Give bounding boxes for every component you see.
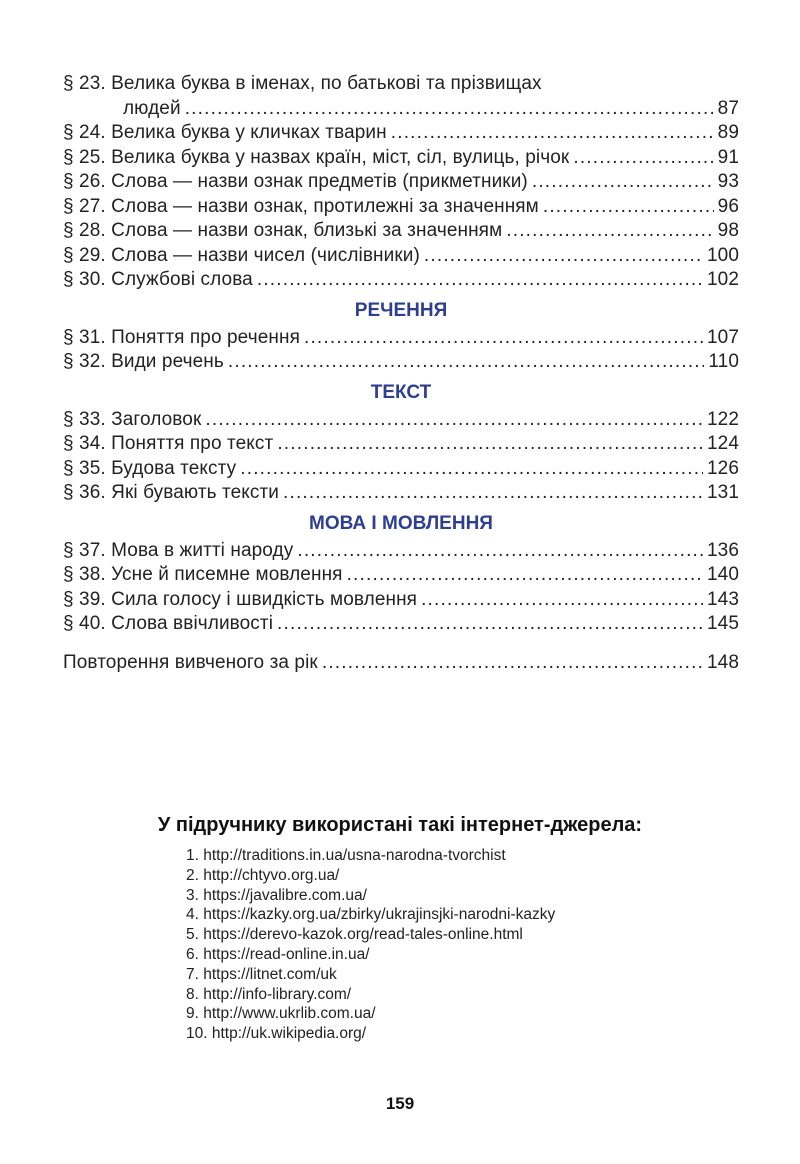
toc-entry-title: § 27. Слова — назви ознак, протилежні за значенням [63, 195, 539, 217]
toc-entry-title: § 35. Будова тексту [63, 457, 237, 479]
toc-entry-title: § 38. Усне й писемне мовлення [63, 564, 343, 585]
dot-leader [185, 97, 714, 122]
section-heading-sentence: РЕЧЕННЯ [354, 299, 448, 321]
toc-entry [63, 457, 739, 482]
toc-entry-title: § 32. Види речень [63, 351, 224, 372]
source-item: 8. http://info-library.com/ [186, 985, 352, 1003]
toc-entry [63, 481, 739, 506]
toc-entry [63, 326, 739, 351]
spacer [63, 637, 739, 651]
toc-page-number: 136 [706, 539, 739, 561]
toc-entry [63, 170, 739, 195]
source-item: 7. https://litnet.com/uk [186, 965, 337, 983]
toc-entry [63, 219, 739, 244]
toc-page-number: 143 [706, 588, 739, 610]
sources-heading: У підручнику використані такі інтернет-джерела: [157, 814, 643, 836]
toc-entry-title: § 24. Велика буква у кличках тварин [63, 122, 387, 143]
toc-page-number: 145 [706, 613, 739, 634]
toc-entry-title: Повторення вивченого за рік [63, 651, 318, 673]
toc-entry-title: § 31. Поняття про речення [63, 326, 300, 348]
toc-entry [63, 432, 739, 457]
toc-entry-title: § 34. Поняття про текст [63, 433, 274, 454]
toc-page-number: 124 [706, 433, 739, 454]
toc-entry [63, 612, 739, 637]
toc-page-number: 89 [717, 122, 739, 143]
toc-page-number: 96 [717, 195, 739, 217]
toc-page-number: 87 [717, 97, 739, 119]
toc-entry-title: § 39. Сила голосу і швидкість мовлення [63, 588, 418, 610]
dot-leader [228, 350, 705, 375]
dot-leader [391, 121, 714, 146]
toc-page-number: 102 [706, 269, 739, 290]
page-number: 159 [385, 1094, 415, 1113]
dot-leader [277, 612, 703, 637]
toc-entry [63, 72, 739, 97]
source-item: 2. http://chtyvo.org.ua/ [186, 866, 340, 884]
toc-entry [63, 268, 739, 293]
source-item: 3. https://javalibre.com.ua/ [186, 886, 367, 904]
toc-entry-title: людей [123, 97, 181, 119]
toc-page-number: 107 [706, 326, 739, 348]
toc-entry-title: § 30. Службові слова [63, 269, 253, 290]
table-of-contents [63, 72, 739, 675]
toc-page-number: 122 [706, 408, 739, 430]
toc-entry [63, 146, 739, 171]
dot-leader [283, 481, 703, 506]
toc-entry-title: § 36. Які бувають тексти [63, 482, 279, 503]
section-heading-language: МОВА І МОВЛЕННЯ [309, 512, 493, 534]
toc-page-number: 98 [717, 220, 739, 241]
toc-entry-title: § 29. Слова — назви чисел (числівники) [63, 244, 420, 266]
dot-leader [277, 432, 703, 457]
toc-page-number: 100 [706, 244, 739, 266]
toc-page-number: 131 [706, 482, 739, 503]
source-item: 4. https://kazky.org.ua/zbirky/ukrajinsjki-narodni-kazky [186, 906, 556, 924]
source-item: 5. https://derevo-kazok.org/read-tales-online.html [186, 926, 523, 944]
section-heading-text: ТЕКСТ [370, 381, 432, 403]
toc-entry-title: § 40. Слова ввічливості [63, 613, 274, 634]
toc-entry-title: § 23. Велика буква в іменах, по батькові та прізвищах [63, 73, 542, 94]
toc-page-number: 140 [706, 564, 739, 585]
dot-leader [304, 326, 703, 351]
dot-leader [297, 539, 703, 564]
toc-entry [63, 121, 739, 146]
toc-entry-title: § 37. Мова в житті народу [63, 539, 294, 561]
toc-entry [63, 588, 739, 613]
toc-entry [63, 97, 739, 122]
toc-entry [63, 408, 739, 433]
dot-leader [543, 195, 714, 220]
dot-leader [205, 408, 703, 433]
toc-entry [63, 350, 739, 375]
toc-entry-review [63, 651, 739, 676]
toc-page-number: 91 [717, 146, 739, 168]
toc-page-number: 110 [708, 351, 739, 372]
dot-leader [421, 588, 703, 613]
sources-list [186, 846, 555, 1044]
source-item: 6. https://read-online.in.ua/ [186, 945, 370, 963]
toc-entry-title: § 26. Слова — назви ознак предметів (прикметники) [63, 171, 528, 192]
dot-leader [424, 244, 703, 269]
dot-leader [506, 219, 713, 244]
toc-page-number: 126 [706, 457, 739, 479]
dot-leader [532, 170, 714, 195]
dot-leader [347, 563, 703, 588]
toc-entry [63, 195, 739, 220]
toc-page-number: 148 [706, 651, 739, 673]
toc-entry-title: § 28. Слова — назви ознак, близькі за значенням [63, 220, 503, 241]
dot-leader [240, 457, 703, 482]
source-item: 1. http://traditions.in.ua/usna-narodna-tvorchist [186, 847, 506, 864]
toc-entry [63, 563, 739, 588]
source-item: 9. http://www.ukrlib.com.ua/ [186, 1005, 376, 1023]
dot-leader [322, 651, 703, 676]
toc-page-number: 93 [717, 171, 739, 192]
toc-entry-title: § 25. Велика буква у назвах країн, міст, сіл, вулиць, річок [63, 146, 570, 168]
source-item: 10. http://uk.wikipedia.org/ [186, 1025, 367, 1043]
toc-entry-title: § 33. Заголовок [63, 408, 202, 430]
dot-leader [257, 268, 703, 293]
dot-leader [573, 146, 713, 171]
toc-entry [63, 244, 739, 269]
toc-entry [63, 539, 739, 564]
